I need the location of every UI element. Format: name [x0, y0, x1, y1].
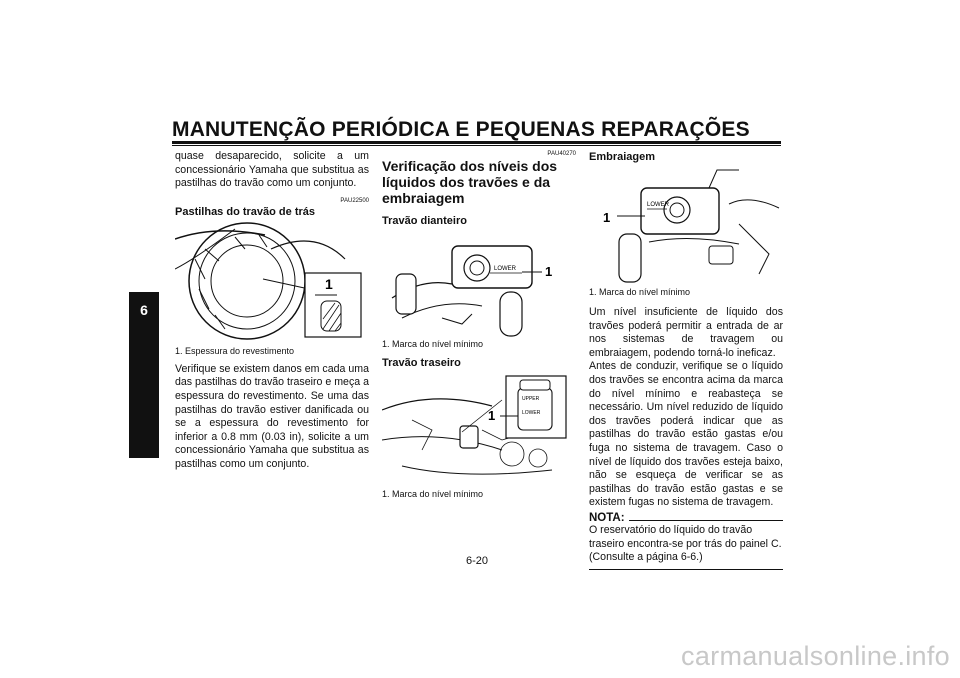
clutch-paragraph-1: Um nível insuficiente de líquido dos travões poderá permitir a entrada de ar nos sistemas de travagem ou embraiagem, podendo torná-lo ineficaz. — [589, 306, 783, 359]
fig-callout: 1 — [603, 210, 611, 225]
rear-brake-heading: Travão traseiro — [382, 357, 461, 369]
section-code: PAU22500 — [340, 197, 369, 204]
title-rule-thin — [172, 145, 781, 146]
page-number: 6-20 — [466, 555, 489, 567]
rear-brake-reservoir-illustration — [382, 370, 576, 488]
rear-pads-caption: 1. Espessura do revestimento — [175, 345, 295, 356]
rear-brake-pad-illustration — [175, 219, 369, 343]
note-label: NOTA: — [589, 511, 625, 524]
rear-pads-heading: Pastilhas do travão de trás — [175, 205, 315, 218]
clutch-reservoir-illustration — [589, 164, 783, 286]
column-right — [589, 150, 783, 570]
fig-callout: 1 — [545, 264, 553, 279]
page-title: MANUTENÇÃO PERIÓDICA E PEQUENAS REPARAÇÕES — [172, 118, 750, 141]
fig-upper-label: UPPER — [522, 396, 540, 402]
rear-pads-paragraph: Verifique se existem danos em cada uma das pastilhas do travão traseiro e meça a espessura do revestimento. Se uma das pastilhas do travão estiver danificada ou se a espessura do revestimento for inferior a 0.8 mm (0.03 in), solicite a um concessionário Yamaha que substitua as pastilhas como um conjunto. — [175, 362, 369, 470]
front-brake-reservoir-illustration — [382, 228, 576, 338]
rear-brake-caption: 1. Marca do nível mínimo — [382, 489, 484, 499]
note-rule — [629, 520, 783, 521]
clutch-paragraph-2: Antes de conduzir, verifique se o líquido dos travões se encontra acima da marca do nível mínimo e reabasteça se necessário. Um nível reduzido de líquido dos travões poderá indicar que as pastilhas do travão estão gastas e/ou fuga no sistema de travagem. Caso o nível de líquido dos travões esteja baixo, não se esqueça de verificar se as pastilhas do travão estão gastas e se existem fugas no sistema de travagem. — [589, 360, 783, 509]
fig-callout: 1 — [488, 408, 496, 423]
front-brake-heading: Travão dianteiro — [382, 215, 467, 227]
chapter-tab: 6 — [129, 292, 159, 458]
clutch-heading: Embraiagem — [589, 151, 656, 163]
fig-lower-label: LOWER — [494, 266, 517, 272]
fluid-levels-heading: Verificação dos níveis dos líquidos dos travões e da embraiagem — [382, 158, 558, 206]
clutch-caption: 1. Marca do nível mínimo — [589, 287, 691, 297]
note-header — [589, 512, 783, 524]
column-middle — [382, 150, 576, 500]
column-left — [175, 150, 369, 472]
section-code: PAU40270 — [547, 151, 576, 157]
watermark[interactable]: carmanualsonline.info — [681, 641, 950, 671]
title-rule — [172, 141, 781, 144]
note-text: O reservatório do líquido do travão traseiro encontra-se por trás do painel C. (Consulte a página 6-6.) — [589, 523, 782, 564]
fig-lower-label: LOWER — [647, 202, 670, 208]
front-brake-caption: 1. Marca do nível mínimo — [382, 339, 484, 349]
fig-callout: 1 — [325, 275, 333, 292]
note-end-rule — [589, 569, 783, 570]
intro-paragraph: quase desaparecido, solicite a um concessionário Yamaha que substitua as pastilhas do travão como um conjunto. — [175, 150, 369, 190]
fig-lower-label: LOWER — [522, 410, 541, 416]
